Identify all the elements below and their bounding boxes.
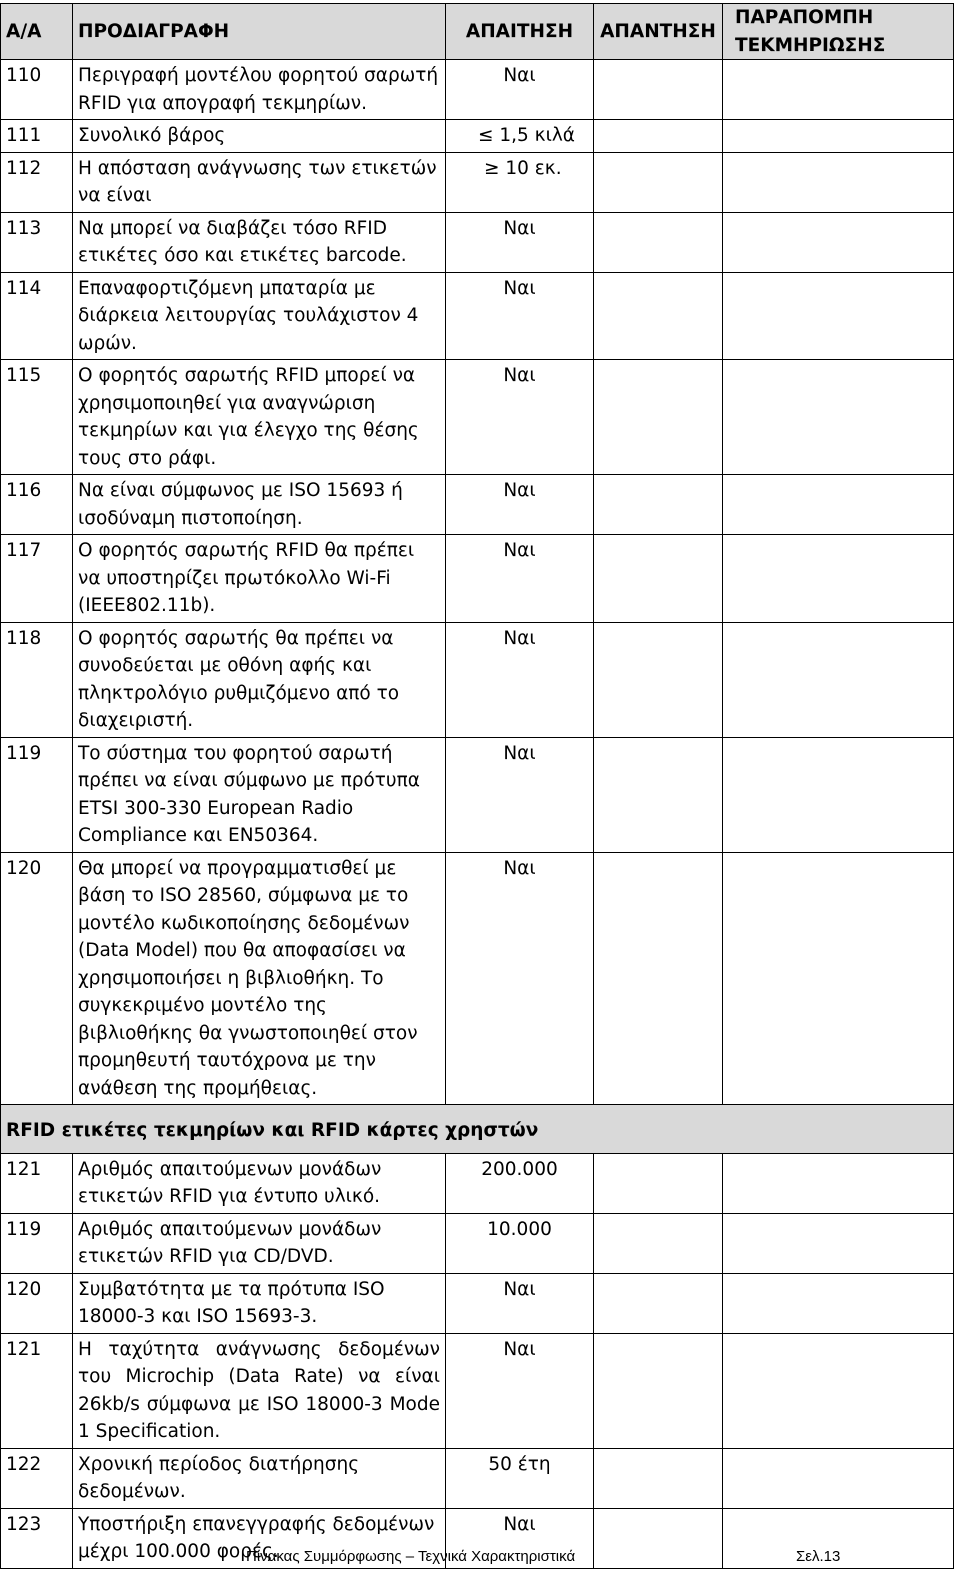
section-title: RFID ετικέτες τεκμηρίων και RFID κάρτες χρηστών [1, 1105, 954, 1154]
row-reference[interactable] [723, 622, 954, 737]
row-requirement: Ναι [446, 360, 594, 475]
header-answer: ΑΠΑΝΤΗΣΗ [594, 4, 723, 60]
row-requirement: Ναι [446, 1273, 594, 1333]
row-requirement: ≤ 1,5 κιλά [446, 120, 594, 153]
row-description: Να μπορεί να διαβάζει τόσο RFID ετικέτες όσο και ετικέτες barcode. [73, 212, 446, 272]
row-requirement: 50 έτη [446, 1448, 594, 1508]
row-requirement: Ναι [446, 272, 594, 360]
page-footer [0, 1548, 960, 1568]
table-header-row [1, 4, 954, 60]
row-answer[interactable] [594, 852, 723, 1105]
row-description: Το σύστημα του φορητού σαρωτή πρέπει να είναι σύμφωνο με πρότυπα ETSI 300-330 European Radio Compliance και EN50364. [73, 737, 446, 852]
table-row [1, 360, 954, 475]
row-requirement: Ναι [446, 212, 594, 272]
row-reference[interactable] [723, 1273, 954, 1333]
row-requirement: Ναι [446, 852, 594, 1105]
table-row [1, 475, 954, 535]
table-row [1, 1273, 954, 1333]
row-answer[interactable] [594, 1153, 723, 1213]
row-description: Συνολικό βάρος [73, 120, 446, 153]
row-requirement: Ναι [446, 1508, 594, 1568]
row-reference[interactable] [723, 475, 954, 535]
row-number: 113 [1, 212, 73, 272]
row-requirement: Ναι [446, 1333, 594, 1448]
row-number: 110 [1, 60, 73, 120]
header-aa: Α/Α [1, 4, 73, 60]
row-description: Η ταχύτητα ανάγνωσης δεδομένων του Microchip (Data Rate) να είναι 26kb/s σύμφωνα με ISO 18000-3 Mode 1 Specification. [73, 1333, 446, 1448]
table-row [1, 60, 954, 120]
row-requirement: Ναι [446, 622, 594, 737]
row-answer[interactable] [594, 737, 723, 852]
row-number: 120 [1, 852, 73, 1105]
table-row [1, 152, 954, 212]
row-answer[interactable] [594, 1213, 723, 1273]
table-row [1, 622, 954, 737]
row-answer[interactable] [594, 60, 723, 120]
table-row [1, 1153, 954, 1213]
row-requirement: Ναι [446, 535, 594, 623]
row-number: 119 [1, 737, 73, 852]
row-number: 114 [1, 272, 73, 360]
compliance-table [0, 3, 954, 1569]
row-reference[interactable] [723, 120, 954, 153]
row-answer[interactable] [594, 622, 723, 737]
row-reference[interactable] [723, 360, 954, 475]
row-reference[interactable] [723, 852, 954, 1105]
row-reference[interactable] [723, 212, 954, 272]
table-row [1, 272, 954, 360]
row-number: 118 [1, 622, 73, 737]
row-answer[interactable] [594, 152, 723, 212]
table-row [1, 120, 954, 153]
table-row [1, 1333, 954, 1448]
row-answer[interactable] [594, 1273, 723, 1333]
footer-title: Πίνακας Συμμόρφωσης – Τεχνικά Χαρακτηριστικά [246, 1548, 576, 1565]
row-description: Επαναφορτιζόμενη μπαταρία με διάρκεια λειτουργίας τουλάχιστον 4 ωρών. [73, 272, 446, 360]
table-row [1, 535, 954, 623]
footer-page-number: Σελ.13 [796, 1548, 841, 1565]
row-reference[interactable] [723, 1153, 954, 1213]
table-row [1, 212, 954, 272]
row-number: 117 [1, 535, 73, 623]
row-requirement: ≥ 10 εκ. [446, 152, 594, 212]
row-number: 115 [1, 360, 73, 475]
row-number: 121 [1, 1153, 73, 1213]
row-reference[interactable] [723, 1213, 954, 1273]
row-description: Χρονική περίοδος διατήρησης δεδομένων. [73, 1448, 446, 1508]
table-row [1, 1448, 954, 1508]
row-number: 116 [1, 475, 73, 535]
row-description: Η απόσταση ανάγνωσης των ετικετών να είναι [73, 152, 446, 212]
row-number: 119 [1, 1213, 73, 1273]
header-spec: ΠΡΟΔΙΑΓΡΑΦΗ [73, 4, 446, 60]
row-answer[interactable] [594, 360, 723, 475]
row-number: 112 [1, 152, 73, 212]
row-description: Περιγραφή μοντέλου φορητού σαρωτή RFID για απογραφή τεκμηρίων. [73, 60, 446, 120]
row-answer[interactable] [594, 212, 723, 272]
row-requirement: 10.000 [446, 1213, 594, 1273]
row-requirement: Ναι [446, 475, 594, 535]
row-reference[interactable] [723, 535, 954, 623]
row-answer[interactable] [594, 1448, 723, 1508]
header-requirement: ΑΠΑΙΤΗΣΗ [446, 4, 594, 60]
row-answer[interactable] [594, 535, 723, 623]
table-row [1, 737, 954, 852]
row-reference[interactable] [723, 1333, 954, 1448]
row-description: Ο φορητός σαρωτής RFID θα πρέπει να υποστηρίζει πρωτόκολλο Wi-Fi (IEEE802.11b). [73, 535, 446, 623]
section-header-row [1, 1105, 954, 1154]
row-reference[interactable] [723, 737, 954, 852]
row-number: 120 [1, 1273, 73, 1333]
row-reference[interactable] [723, 60, 954, 120]
row-number: 121 [1, 1333, 73, 1448]
row-reference[interactable] [723, 1448, 954, 1508]
row-description: Υποστήριξη επανεγγραφής δεδομένων μέχρι 100.000 φορές. [73, 1508, 446, 1568]
row-answer[interactable] [594, 1333, 723, 1448]
row-answer[interactable] [594, 475, 723, 535]
row-reference[interactable] [723, 152, 954, 212]
row-description: Ο φορητός σαρωτής θα πρέπει να συνοδεύεται με οθόνη αφής και πληκτρολόγιο ρυθμιζόμενο από το διαχειριστή. [73, 622, 446, 737]
row-description: Να είναι σύμφωνος με ISO 15693 ή ισοδύναμη πιστοποίηση. [73, 475, 446, 535]
table-row [1, 1213, 954, 1273]
row-description: Ο φορητός σαρωτής RFID μπορεί να χρησιμοποιηθεί για αναγνώριση τεκμηρίων και για έλεγχο της θέσης τους στο ράφι. [73, 360, 446, 475]
row-description: Συμβατότητα με τα πρότυπα ISO 18000-3 και ISO 15693-3. [73, 1273, 446, 1333]
row-description: Θα μπορεί να προγραμματισθεί με βάση το ISO 28560, σύμφωνα με το μοντέλο κωδικοποίησης δεδομένων (Data Model) που θα αποφασίσει να χρησιμοποιήσει η βιβλιοθήκη. Το συγκεκριμένο μοντέλο της βιβλιοθήκης θα γνωστοποιηθεί στον προμηθευτή ταυτόχρονα με την ανάθεση της προμήθειας. [73, 852, 446, 1105]
row-requirement: Ναι [446, 737, 594, 852]
row-answer[interactable] [594, 272, 723, 360]
table-row [1, 852, 954, 1105]
row-requirement: 200.000 [446, 1153, 594, 1213]
row-requirement: Ναι [446, 60, 594, 120]
row-reference[interactable] [723, 272, 954, 360]
row-description: Αριθμός απαιτούμενων μονάδων ετικετών RFID για έντυπο υλικό. [73, 1153, 446, 1213]
row-number: 122 [1, 1448, 73, 1508]
header-reference: ΠΑΡΑΠΟΜΠΗ ΤΕΚΜΗΡΙΩΣΗΣ [723, 4, 954, 60]
row-number: 111 [1, 120, 73, 153]
row-description: Αριθμός απαιτούμενων μονάδων ετικετών RFID για CD/DVD. [73, 1213, 446, 1273]
row-answer[interactable] [594, 120, 723, 153]
row-number: 123 [1, 1508, 73, 1568]
